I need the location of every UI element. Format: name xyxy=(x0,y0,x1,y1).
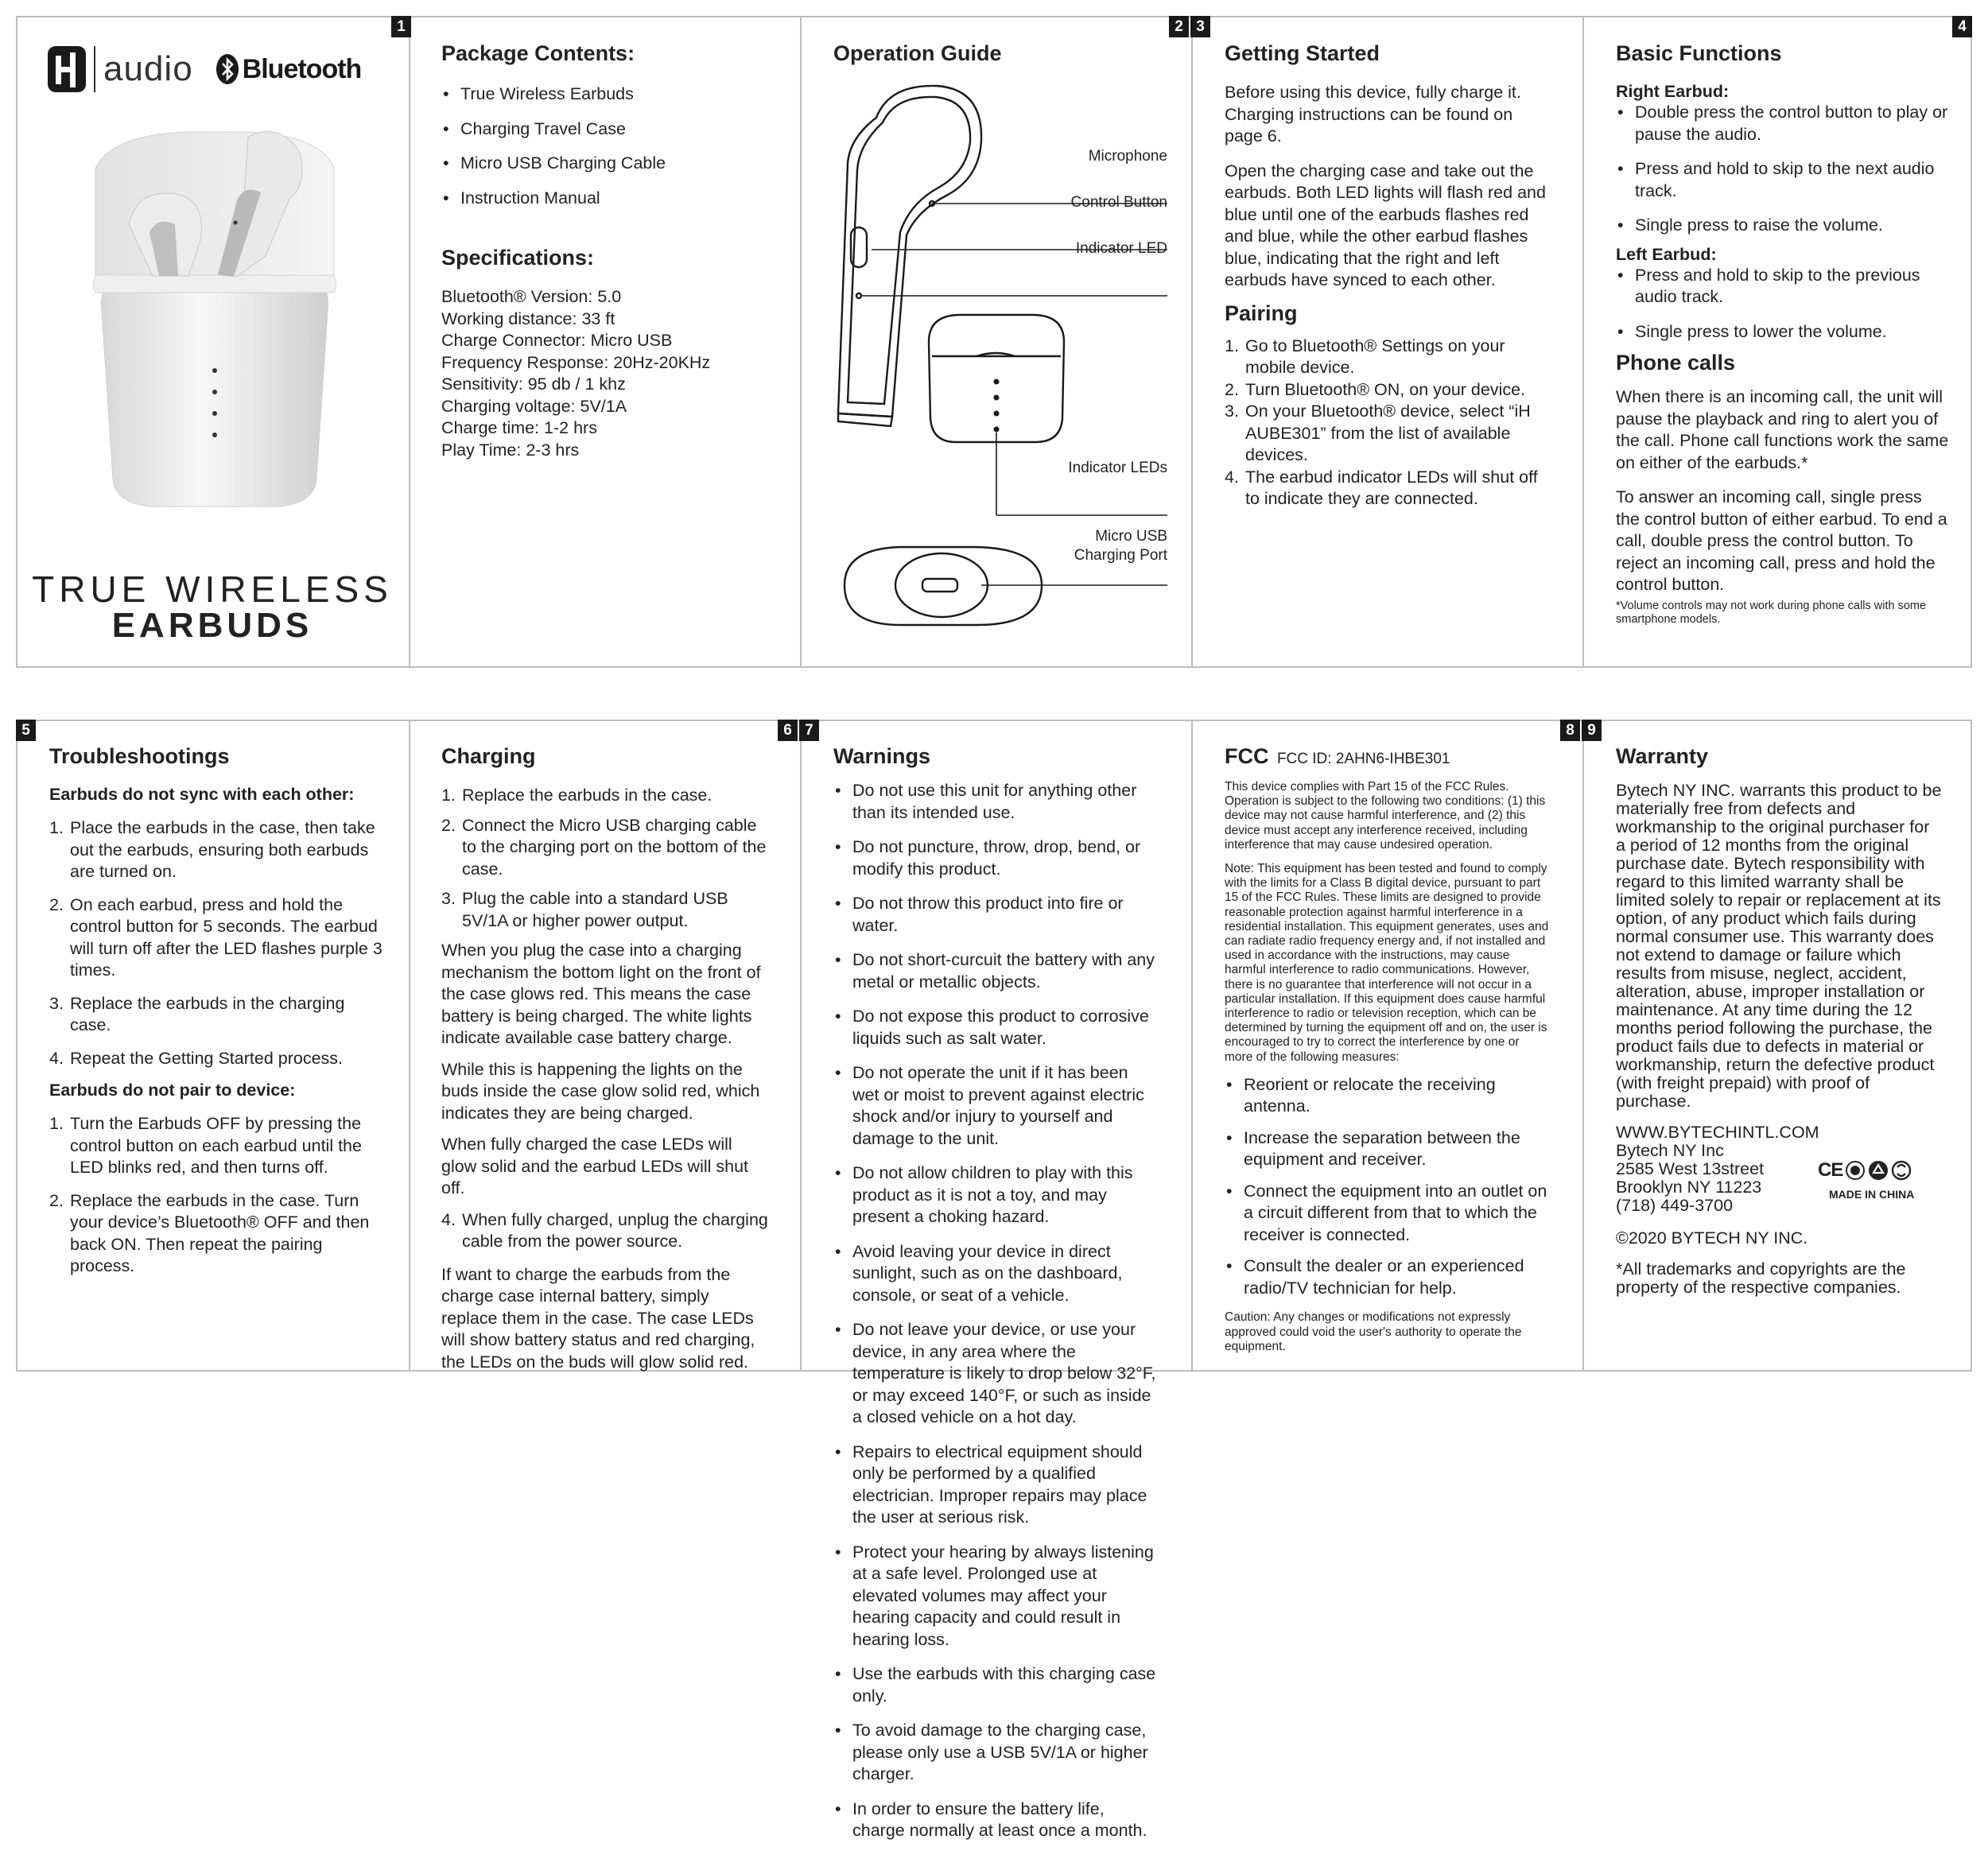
list-item: 1. Go to Bluetooth® Settings on your mobile device. xyxy=(1225,336,1505,377)
fcc-panel xyxy=(1225,744,1551,1364)
list-item: • Increase the separation between the equipment and receiver. xyxy=(1225,1127,1551,1171)
address-block xyxy=(1616,1142,1942,1215)
brand-audio: audio xyxy=(103,49,193,88)
spec-line: Sensitivity: 95 db / 1 khz xyxy=(441,374,626,394)
fcc-p2: Note: This equipment has been tested and found to comply with the limits for a Class B digital device, pursuant to part 15 of the FCC Rules. These limits are designed to provide reasonable protection against harmful interference in a residential installation. This equipment generates, uses and can radiate radio frequency energy and, if not installed and used in accordance with the instructions, may cause harmful interference to radio communications. However, there is no guarantee that interference will not occur in a particular installation. If this equipment does cause harmful interference to radio or television reception, which can be determined by turning the equipment off and on, the user is encouraged to try to correct the interference by one or more of the following measures: xyxy=(1225,862,1549,1064)
recycle-icon xyxy=(1868,1160,1889,1181)
fcc-id: FCC ID: 2AHN6-IHBE301 xyxy=(1276,751,1450,767)
ce-mark-icon: CE xyxy=(1818,1159,1843,1181)
list-item: 4. Repeat the Getting Started process. xyxy=(49,1048,344,1068)
list-item: • Do not leave your device, or use your device, in any area where the temperature is likely to drop below 32°F, or may exceed 140°F, or such as inside a closed vehicle on a hot day. xyxy=(833,1319,1158,1429)
address-line: Brooklyn NY 11223 xyxy=(1616,1178,1762,1197)
page-number: 3 xyxy=(1190,16,1210,37)
fold-line xyxy=(1582,17,1584,666)
fold-line xyxy=(800,721,802,1370)
address-line: 2585 West 13street xyxy=(1616,1159,1765,1178)
getting-started-panel xyxy=(1225,41,1551,520)
earbuds-case-illustration xyxy=(81,105,344,518)
fold-line xyxy=(1582,721,1584,1370)
list-item: 2. Connect the Micro USB charging cable to the charging port on the bottom of the case. xyxy=(441,815,767,879)
charging-p4: If want to charge the earbuds from the charge case internal battery, simply replace them in the case. The case LEDs will show battery status and red charging, the LEDs on the buds will glow solid red. xyxy=(441,1264,755,1372)
getting-started-title: Getting Started xyxy=(1225,41,1380,65)
list-item: • True Wireless Earbuds xyxy=(441,83,775,106)
cert-marks xyxy=(1818,1159,1912,1182)
brand-bluetooth: Bluetooth xyxy=(242,53,362,84)
spec-line: Play Time: 2-3 hrs xyxy=(441,440,580,460)
trouble-steps2 xyxy=(49,1113,383,1278)
left-earbud-list xyxy=(1616,265,1950,343)
list-item: • Do not allow children to play with this product as it is not a toy, and may present a choking hazard. xyxy=(833,1162,1158,1228)
list-item: • Do not expose this product to corrosive liquids such as salt water. xyxy=(833,1006,1158,1050)
brand-row xyxy=(46,45,361,94)
getting-started-p2: Open the charging case and take out the earbuds. Both LED lights will flash red and blue until one of the earbuds flashes red and blue, while the other earbud flashes blue, indicating that the right and left earbuds have synced to each other. xyxy=(1225,161,1546,289)
address-line: Bytech NY Inc xyxy=(1616,1141,1724,1160)
specs-list xyxy=(441,286,775,461)
charging-steps xyxy=(441,785,769,932)
basic-title: Basic Functions xyxy=(1616,41,1782,65)
list-item: • Charging Travel Case xyxy=(441,118,775,141)
list-item: • Micro USB Charging Cable xyxy=(441,153,775,175)
list-item: • Press and hold to skip to the previous audio track. xyxy=(1616,265,1950,309)
getting-started-p1: Before using this device, fully charge it. Charging instructions can be found on page 6. xyxy=(1225,83,1521,146)
list-item: • In order to ensure the battery life, charge normally at least once a month. xyxy=(833,1799,1158,1842)
troubleshooting-panel xyxy=(49,744,383,1289)
cover-title-line2: EARBUDS xyxy=(111,606,313,645)
list-item: 2. On each earbud, press and hold the control button for 5 seconds. The earbud will turn off after the LED flashes purple 3 times. xyxy=(49,895,382,980)
list-item: • To avoid damage to the charging case, please only use a USB 5V/1A or higher charger. xyxy=(833,1720,1158,1786)
list-item: • Single press to raise the volume. xyxy=(1616,215,1950,237)
fold-line xyxy=(409,17,410,666)
list-item: 3. On your Bluetooth® device, select “iH AUBE301” from the list of available devices. xyxy=(1225,402,1531,464)
page-number: 2 xyxy=(1169,16,1189,37)
package-title: Package Contents: xyxy=(441,41,635,65)
cover-panel xyxy=(17,17,407,666)
list-item: 2. Replace the earbuds in the case. Turn your device’s Bluetooth® OFF and then back ON. Then repeat the pairing process. xyxy=(49,1190,370,1275)
guide-title: Operation Guide xyxy=(833,41,1002,65)
list-item: 4. The earbud indicator LEDs will shut off to indicate they are connected. xyxy=(1225,467,1538,508)
label-charging-port: Charging Port xyxy=(1074,547,1167,564)
page-number: 5 xyxy=(16,720,36,741)
charging-p3: When fully charged the case LEDs will glow solid and the earbud LEDs will shut off. xyxy=(441,1135,749,1197)
list-item: 3. Replace the earbuds in the charging case. xyxy=(49,993,345,1034)
label-control-button: Control Button xyxy=(1070,194,1167,211)
divider xyxy=(94,46,95,92)
phone-calls-title: Phone calls xyxy=(1616,351,1736,374)
list-item: 1. Place the earbuds in the case, then take out the earbuds, ensuring both earbuds are turned on. xyxy=(49,818,375,881)
fold-line xyxy=(800,17,802,666)
list-item: 4. When fully charged, unplug the charging cable from the power source. xyxy=(441,1209,768,1251)
list-item: • Protect your hearing by always listening at a safe level. Prolonged use at elevated volumes may affect your hearing capacity and could result in hearing loss. xyxy=(833,1542,1158,1651)
warranty-url: WWW.BYTECHINTL.COM xyxy=(1616,1123,1819,1142)
trouble-sub1: Earbuds do not sync with each other: xyxy=(49,785,355,804)
list-item: • Double press the control button to play or pause the audio. xyxy=(1616,102,1950,146)
page-number: 7 xyxy=(799,720,819,741)
trouble-title: Troubleshootings xyxy=(49,744,230,768)
list-item: 1. Replace the earbuds in the case. xyxy=(441,786,712,805)
warranty-title: Warranty xyxy=(1616,744,1709,768)
right-earbud-title: Right Earbud: xyxy=(1616,82,1730,101)
phone-calls-note: *Volume controls may not work during phone calls with some smartphone models. xyxy=(1616,599,1927,626)
list-item: 2. Turn Bluetooth® ON, on your device. xyxy=(1225,379,1526,399)
list-item: • Avoid leaving your device in direct sunlight, such as on the dashboard, console, or seat of a vehicle. xyxy=(833,1241,1158,1307)
spec-line: Charging voltage: 5V/1A xyxy=(441,396,627,416)
charging-p1: When you plug the case into a charging mechanism the bottom light on the front of the case glows red. This means the case battery is being charged. The white lights indicate available case battery charge. xyxy=(441,941,761,1047)
trouble-steps1 xyxy=(49,817,383,1069)
package-list xyxy=(441,83,775,209)
list-item: • Do not use this unit for anything other than its intended use. xyxy=(833,780,1158,824)
phone-calls-p2: To answer an incoming call, single press the control button of either earbud. To end a call, double press the control button. To reject an incoming call, press and hold the control button. xyxy=(1616,487,1947,594)
fcc-mark-icon xyxy=(1845,1160,1866,1181)
phone-calls-p1: When there is an incoming call, the unit will pause the playback and ring to alert you of the call. Phone call functions work the same on either of the earbuds.* xyxy=(1616,387,1949,472)
right-earbud-list xyxy=(1616,102,1950,237)
page-number: 9 xyxy=(1582,720,1602,741)
trouble-sub2: Earbuds do not pair to device: xyxy=(49,1081,296,1100)
list-item: • Do not puncture, throw, drop, bend, or modify this product. xyxy=(833,836,1158,880)
copyright: ©2020 BYTECH NY INC. xyxy=(1616,1228,1808,1248)
package-panel xyxy=(441,41,775,461)
label-microphone: Microphone xyxy=(1088,148,1167,165)
fcc-p1: This device complies with Part 15 of the FCC Rules. Operation is subject to the following two conditions: (1) this device may not cause harmful interference, and (2) this device must accept any interference received, including interference that may cause undesired operation. xyxy=(1225,780,1546,852)
list-item: • Do not short-curcuit the battery with any metal or metallic objects. xyxy=(833,949,1158,993)
fold-line xyxy=(1191,17,1193,666)
page-number: 8 xyxy=(1560,720,1580,741)
pairing-steps xyxy=(1225,336,1551,510)
warnings-panel xyxy=(833,744,1158,1855)
operation-guide-panel xyxy=(833,41,1167,646)
left-earbud-title: Left Earbud: xyxy=(1616,244,1717,264)
made-in-china: MADE IN CHINA xyxy=(1829,1188,1915,1201)
charging-title: Charging xyxy=(441,744,536,768)
spec-line: Frequency Response: 20Hz-20KHz xyxy=(441,352,711,372)
charging-panel xyxy=(441,744,769,1383)
list-item: • Use the earbuds with this charging case only. xyxy=(833,1663,1158,1707)
list-item: 3. Plug the cable into a standard USB 5V/1A or higher power output. xyxy=(441,889,728,930)
list-item: • Instruction Manual xyxy=(441,188,775,210)
page-number: 1 xyxy=(391,16,411,37)
warranty-panel xyxy=(1616,744,1942,1306)
fcc-title: FCC xyxy=(1225,744,1269,768)
bluetooth-icon xyxy=(215,53,239,85)
list-item: • Consult the dealer or an experienced radio/TV technician for help. xyxy=(1225,1255,1551,1299)
pairing-title: Pairing xyxy=(1225,301,1298,325)
label-indicator-leds: Indicator LEDs xyxy=(1068,460,1167,476)
spec-line: Bluetooth® Version: 5.0 xyxy=(441,287,622,306)
basic-functions-panel xyxy=(1616,41,1950,636)
list-item: • Do not throw this product into fire or water. xyxy=(833,893,1158,937)
fcc-header xyxy=(1225,744,1551,769)
list-item: 1. Turn the Earbuds OFF by pressing the control button on each earbud until the LED blinks red, and then turns off. xyxy=(49,1114,362,1177)
spec-line: Working distance: 33 ft xyxy=(441,309,615,328)
specs-title: Specifications: xyxy=(441,246,595,270)
ihome-logo-icon xyxy=(46,45,87,94)
fcc-caution: Caution: Any changes or modifications not expressly approved could void the user's authority to operate the equipment. xyxy=(1225,1310,1522,1353)
spec-line: Charge Connector: Micro USB xyxy=(441,331,673,350)
cover-title-line1: TRUE WIRELESS xyxy=(32,569,393,610)
phone-number: (718) 449-3700 xyxy=(1616,1196,1734,1215)
list-item: • Repairs to electrical equipment should only be performed by a qualified electrician. Improper repairs may place the user at serious risk. xyxy=(833,1442,1158,1529)
list-item: • Reorient or relocate the receiving antenna. xyxy=(1225,1074,1551,1118)
label-indicator-led: Indicator LED xyxy=(1075,240,1167,257)
warnings-list xyxy=(833,780,1158,1842)
warranty-body: Bytech NY INC. warrants this product to be materially free from defects and workmanship to the original purchaser for a period of 12 months from the original purchase date. Bytech responsibility with regard to this limited warranty shall be limited solely to repair or replacement at its option, of any product which fails during normal consumer use. This warranty does not extend to damage or failure which results from misuse, neglect, accident, alteration, abuse, improper installation or maintenance. At any time during the 12 months period following the purchase, the product fails due to defects in material or workmanship, return the defective product (with freight prepaid) with proof of purchase. xyxy=(1616,781,1942,1111)
list-item: • Press and hold to skip to the next audio track. xyxy=(1616,158,1950,202)
list-item: • Single press to lower the volume. xyxy=(1616,321,1950,343)
charging-p2: While this is happening the lights on the buds inside the case glow solid red, which indicates they are being charged. xyxy=(441,1059,760,1123)
fold-line xyxy=(409,721,410,1370)
fold-line xyxy=(1191,721,1193,1370)
charging-step4 xyxy=(441,1209,769,1253)
label-micro-usb: Micro USB xyxy=(1095,528,1167,545)
fcc-measures xyxy=(1225,1074,1551,1300)
list-item: • Do not operate the unit if it has been wet or moist to prevent against electric shock and/or injury to yourself and damage to the unit. xyxy=(833,1062,1158,1150)
trademark-note: *All trademarks and copyrights are the property of the respective companies. xyxy=(1616,1259,1906,1297)
list-item: • Connect the equipment into an outlet on a circuit different from that to which the receiver is connected. xyxy=(1225,1181,1551,1247)
page-number: 6 xyxy=(778,720,798,741)
warnings-title: Warnings xyxy=(833,744,931,768)
spec-line: Charge time: 1-2 hrs xyxy=(441,418,597,437)
green-dot-icon xyxy=(1891,1160,1912,1181)
page-number: 4 xyxy=(1952,16,1972,37)
